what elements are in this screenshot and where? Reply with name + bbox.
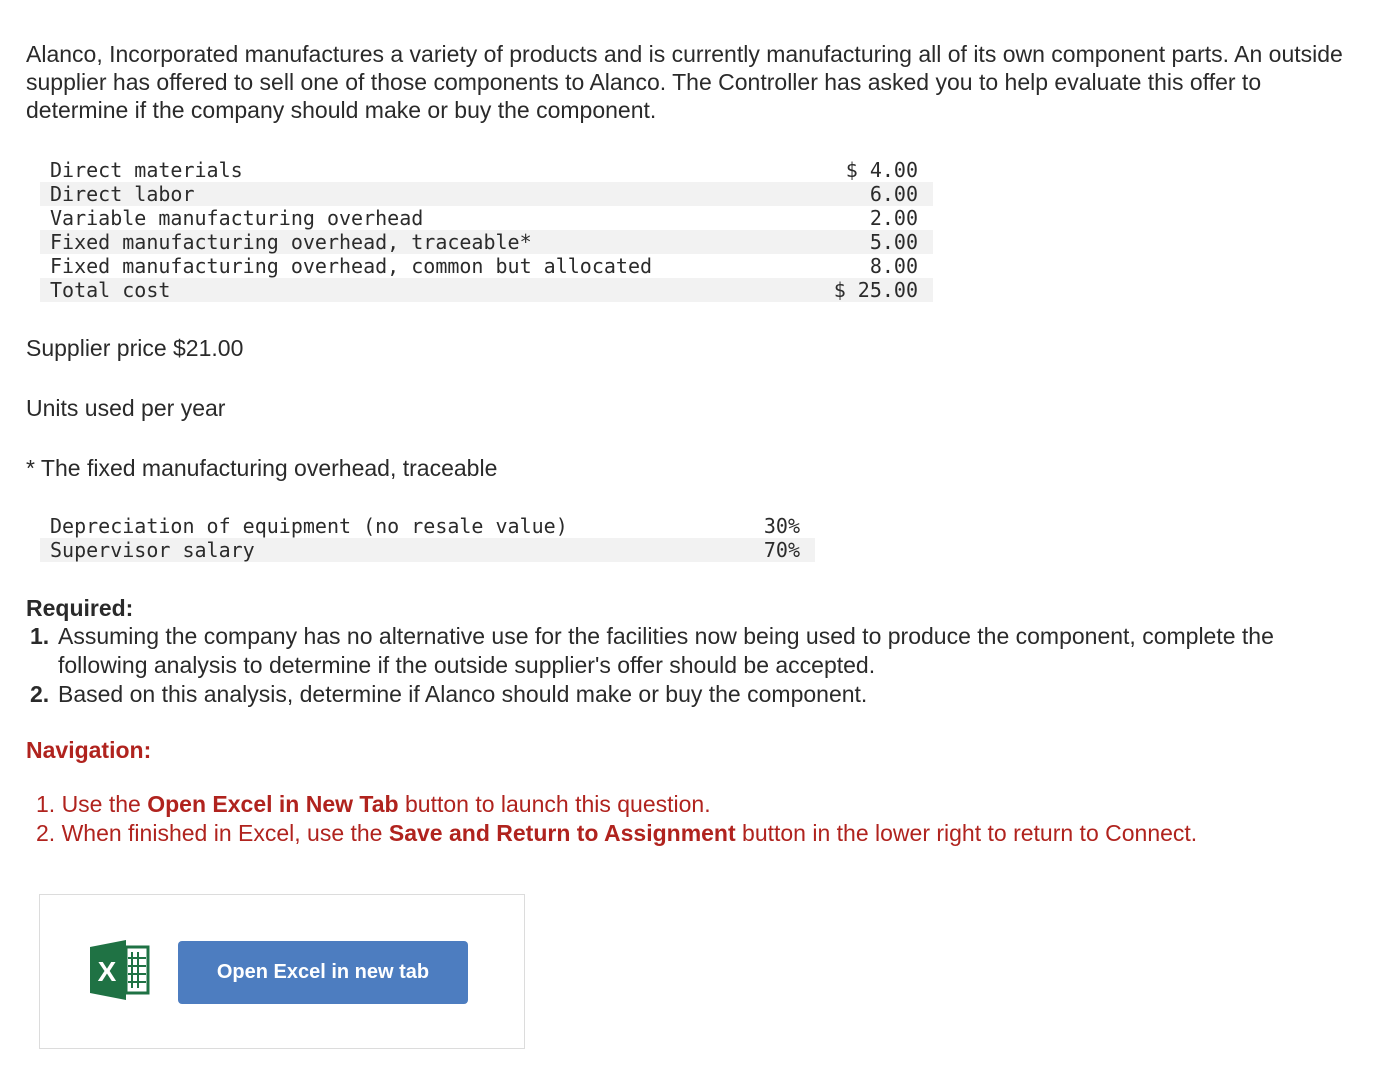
table-row — [40, 538, 815, 562]
item-number: 1. — [30, 623, 50, 649]
footnote: * The fixed manufacturing overhead, traceable — [26, 455, 498, 481]
nav-text: button in the lower right to return to Connect. — [735, 820, 1198, 846]
excel-launch-panel — [39, 894, 525, 1049]
nav-emphasis: Save and Return to Assignment — [388, 820, 736, 846]
nav-emphasis: Open Excel in New Tab — [147, 791, 399, 817]
table-row — [40, 278, 933, 302]
cost-value: $ 25.00 — [778, 278, 933, 302]
excel-icon — [90, 940, 150, 1000]
traceable-value: 70% — [750, 538, 815, 562]
list-item — [30, 680, 1350, 709]
cost-label: Fixed manufacturing overhead, traceable* — [40, 230, 778, 254]
list-item — [36, 790, 1376, 819]
cost-label: Direct labor — [40, 182, 778, 206]
traceable-label: Depreciation of equipment (no resale value) — [50, 514, 568, 538]
nav-text: button to launch this question. — [398, 791, 711, 817]
traceable-overhead-table — [40, 514, 815, 562]
cost-value: 8.00 — [869, 254, 918, 278]
nav-text: 1. Use the — [36, 791, 148, 817]
intro-paragraph: Alanco, Incorporated manufactures a variety of products and is currently manufacturing all of its own component parts. An outside supplier has offered to sell one of those components to Alanco. The Controller has asked you to help evaluate this offer to determine if the company should make or buy the component. — [26, 41, 1343, 123]
cost-label: Fixed manufacturing overhead, common but allocated — [50, 254, 653, 278]
cost-value: 5.00 — [778, 230, 933, 254]
list-item — [30, 622, 1350, 680]
item-text: Based on this analysis, determine if Alanco should make or buy the component. — [58, 681, 868, 707]
cost-label: Direct materials — [50, 158, 243, 182]
table-row — [40, 182, 933, 206]
required-heading: Required: — [26, 595, 134, 621]
supplier-price: Supplier price $21.00 — [26, 335, 244, 361]
cost-value: $ 4.00 — [845, 158, 918, 182]
table-row — [40, 514, 815, 538]
table-row — [40, 230, 933, 254]
cost-value: 6.00 — [778, 182, 933, 206]
units-used: Units used per year — [26, 395, 226, 421]
item-text: Assuming the company has no alternative use for the facilities now being used to produce the component, complete the following analysis to determine if the outside supplier's offer should be accepted. — [58, 623, 1274, 678]
cost-label: Total cost — [40, 278, 778, 302]
required-list — [30, 622, 1350, 709]
cost-table — [40, 158, 933, 302]
nav-text: 2. When finished in Excel, use the — [36, 820, 389, 846]
navigation-list — [36, 790, 1376, 848]
list-item — [36, 819, 1376, 848]
open-excel-button[interactable]: Open Excel in new tab — [178, 941, 468, 1004]
traceable-label: Supervisor salary — [40, 538, 750, 562]
excel-icon-letter: X — [97, 956, 117, 987]
cost-value: 2.00 — [869, 206, 918, 230]
traceable-value: 30% — [763, 514, 800, 538]
table-row — [40, 158, 933, 182]
cost-label: Variable manufacturing overhead — [50, 206, 424, 230]
table-row — [40, 206, 933, 230]
table-row — [40, 254, 933, 278]
item-number: 2. — [30, 681, 50, 707]
navigation-heading: Navigation: — [26, 737, 152, 763]
